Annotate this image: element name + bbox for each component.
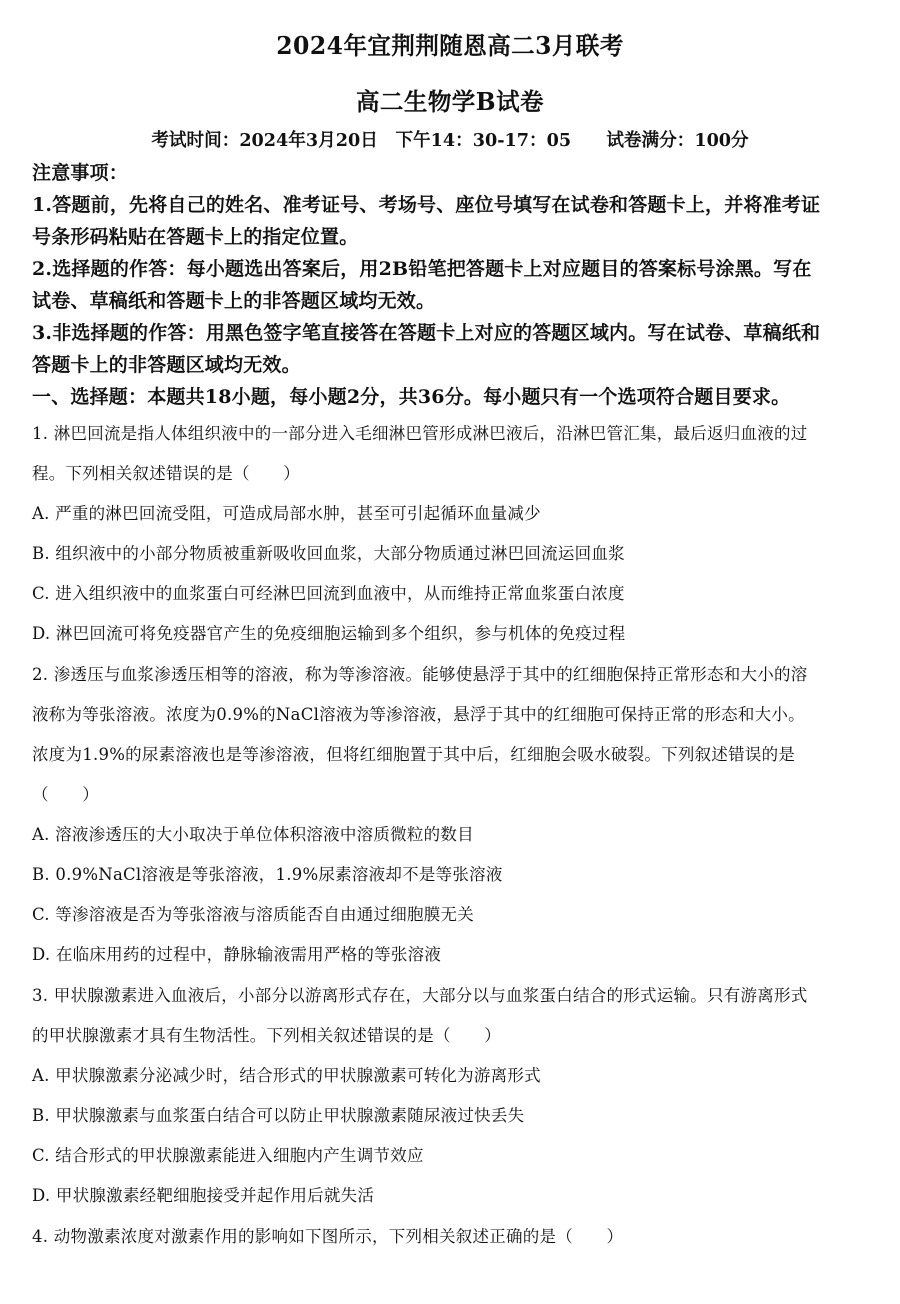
question-2-option-d: D. 在临床用药的过程中，静脉输液需用严格的等张溶液 <box>32 945 442 964</box>
question-1-option-c: C. 进入组织液中的血浆蛋白可经淋巴回流到血液中，从而维持正常血浆蛋白浓度 <box>32 584 625 603</box>
question-3-option-b: B. 甲状腺激素与血浆蛋白结合可以防止甲状腺激素随尿液过快丢失 <box>32 1106 525 1125</box>
question-2-option-a: A. 溶液渗透压的大小取决于单位体积溶液中溶质微粒的数目 <box>32 825 474 844</box>
question-4-stem-line-1: 4. 动物激素浓度对激素作用的影响如下图所示，下列相关叙述正确的是（ ） <box>32 1227 624 1246</box>
question-1-stem-line-2: 程。下列相关叙述错误的是（ ） <box>32 464 300 483</box>
notice-item-3-line-2: 答题卡上的非答题区域均无效。 <box>32 354 301 376</box>
section-heading: 一、选择题：本题共18小题，每小题2分，共36分。每小题只有一个选项符合题目要求。 <box>32 386 791 408</box>
notice-item-1-line-1: 1.答题前，先将自己的姓名、准考证号、考场号、座位号填写在试卷和答题卡上，并将准考证 <box>32 194 821 216</box>
question-1-option-b: B. 组织液中的小部分物质被重新吸收回血浆，大部分物质通过淋巴回流运回血浆 <box>32 544 625 563</box>
question-3-option-c: C. 结合形式的甲状腺激素能进入细胞内产生调节效应 <box>32 1146 424 1165</box>
question-3-stem-line-2: 的甲状腺激素才具有生物活性。下列相关叙述错误的是（ ） <box>32 1026 501 1045</box>
notice-item-1-line-2: 号条形码粘贴在答题卡上的指定位置。 <box>32 226 359 248</box>
question-2-stem-line-1: 2. 渗透压与血浆渗透压相等的溶液，称为等渗溶液。能够使悬浮于其中的红细胞保持正常形态和大小的溶 <box>32 665 808 684</box>
question-2-option-c: C. 等渗溶液是否为等张溶液与溶质能否自由通过细胞膜无关 <box>32 905 475 924</box>
question-1-stem-line-1: 1. 淋巴回流是指人体组织液中的一部分进入毛细淋巴管形成淋巴液后，沿淋巴管汇集，最后返归血液的过 <box>32 424 808 443</box>
question-2-stem-line-3: 浓度为1.9%的尿素溶液也是等渗溶液，但将红细胞置于其中后，红细胞会吸水破裂。下列叙述错误的是 <box>32 745 796 764</box>
notice-item-2-line-2: 试卷、草稿纸和答题卡上的非答题区域均无效。 <box>32 290 436 312</box>
question-3-stem-line-1: 3. 甲状腺激素进入血液后，小部分以游离形式存在，大部分以与血浆蛋白结合的形式运输。只有游离形式 <box>32 986 808 1005</box>
question-2-option-b: B. 0.9%NaCl溶液是等张溶液，1.9%尿素溶液却不是等张溶液 <box>32 865 503 884</box>
question-2-stem-line-4: （ ） <box>32 785 99 804</box>
exam-title: 2024年宜荆荆随恩高二3月联考 <box>276 31 624 60</box>
question-1-option-d: D. 淋巴回流可将免疫器官产生的免疫细胞运输到多个组织，参与机体的免疫过程 <box>32 624 626 643</box>
notice-item-2-line-1: 2.选择题的作答：每小题选出答案后，用2B铅笔把答题卡上对应题目的答案标号涂黑。写在 <box>32 258 812 280</box>
exam-subtitle: 高二生物学B试卷 <box>355 87 545 116</box>
notice-heading: 注意事项： <box>32 162 129 184</box>
notice-item-3-line-1: 3.非选择题的作答：用黑色签字笔直接答在答题卡上对应的答题区域内。写在试卷、草稿纸和 <box>32 322 821 344</box>
exam-info: 考试时间：2024年3月20日 下午14：30-17：05 试卷满分：100分 <box>151 130 749 151</box>
question-2-stem-line-2: 液称为等张溶液。浓度为0.9%的NaCl溶液为等渗溶液，悬浮于其中的红细胞可保持正常的形态和大小。 <box>32 705 805 724</box>
question-1-option-a: A. 严重的淋巴回流受阻，可造成局部水肿，甚至可引起循环血量减少 <box>32 504 541 523</box>
question-3-option-d: D. 甲状腺激素经靶细胞接受并起作用后就失活 <box>32 1186 375 1205</box>
question-3-option-a: A. 甲状腺激素分泌减少时，结合形式的甲状腺激素可转化为游离形式 <box>32 1066 541 1085</box>
